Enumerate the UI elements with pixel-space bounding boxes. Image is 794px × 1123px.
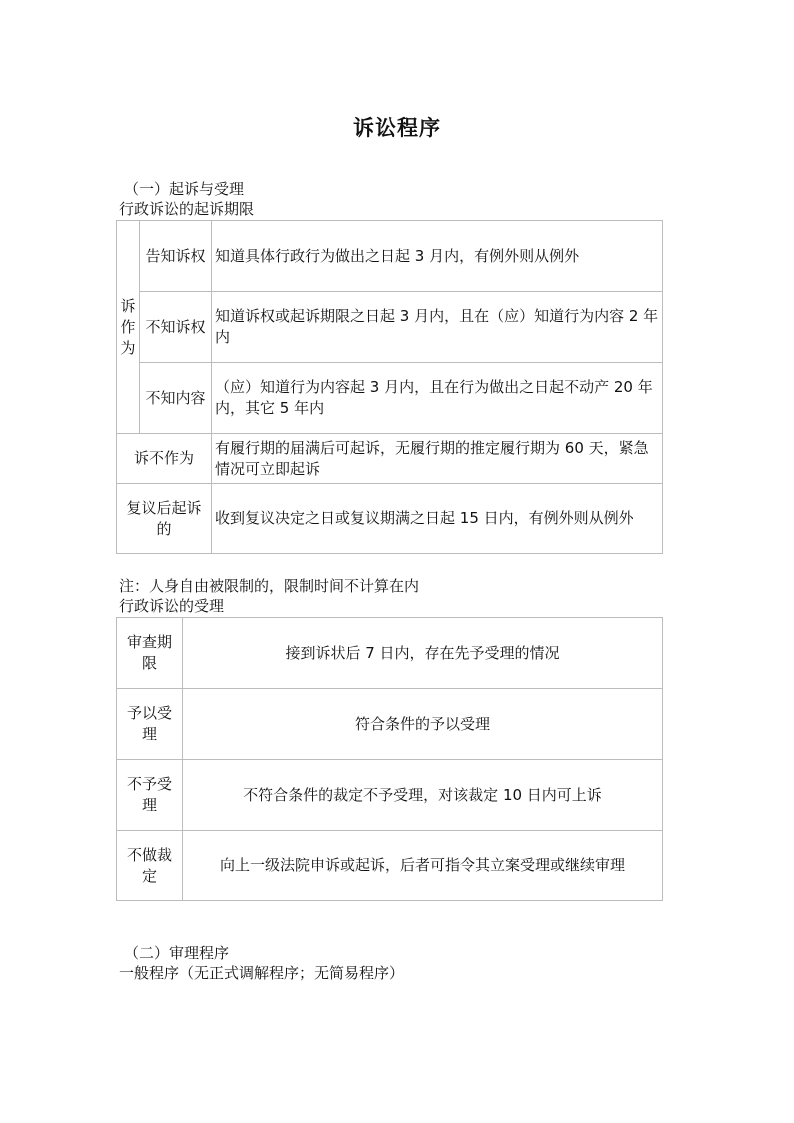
subheading-filing-deadline: 行政诉讼的起诉期限: [119, 200, 255, 218]
row-content: 向上一级法院申诉或起诉，后者可指令其立案受理或继续审理: [183, 831, 663, 901]
subheading-acceptance: 行政诉讼的受理: [119, 597, 225, 615]
row-label: 复议后起诉的: [117, 484, 212, 554]
table-row: [117, 689, 663, 760]
row-content: 收到复议决定之日或复议期满之日起 15 日内，有例外则从例外: [212, 484, 663, 554]
row-label: 不做裁定: [117, 831, 183, 901]
subheading-general-procedure: 一般程序（无正式调解程序；无简易程序）: [119, 964, 405, 982]
row-content: 接到诉状后 7 日内，存在先予受理的情况: [183, 618, 663, 689]
group-label-char: 诉: [120, 296, 136, 315]
row-label: 不知诉权: [140, 292, 212, 363]
table-row: [117, 221, 663, 292]
row-label: 告知诉权: [140, 221, 212, 292]
row-label: 诉不作为: [117, 434, 212, 484]
row-label: 予以受理: [117, 689, 183, 760]
action-group-label: [117, 221, 140, 434]
row-content: 知道诉权或起诉期限之日起 3 月内，且在（应）知道行为内容 2 年内: [212, 292, 663, 363]
row-content: 知道具体行政行为做出之日起 3 月内，有例外则从例外: [212, 221, 663, 292]
row-content: 不符合条件的裁定不予受理，对该裁定 10 日内可上诉: [183, 760, 663, 831]
table-row: [117, 292, 663, 363]
page-title: 诉讼程序: [353, 116, 441, 140]
table-row: [117, 831, 663, 901]
row-content: 有履行期的届满后可起诉，无履行期的推定履行期为 60 天，紧急情况可立即起诉: [212, 434, 663, 484]
note-text: 注：人身自由被限制的，限制时间不计算在内: [119, 577, 420, 595]
row-content: 符合条件的予以受理: [183, 689, 663, 760]
table-row: [117, 434, 663, 484]
filing-deadline-table: [116, 220, 663, 554]
acceptance-table: [116, 617, 663, 901]
section-heading-filing: （一）起诉与受理: [124, 180, 245, 198]
group-label-char: 作: [120, 317, 136, 336]
row-label: 审查期限: [117, 618, 183, 689]
table-row: [117, 363, 663, 434]
row-label: 不予受理: [117, 760, 183, 831]
table-row: [117, 484, 663, 554]
row-label: 不知内容: [140, 363, 212, 434]
section-heading-trial: （二）审理程序: [124, 944, 230, 962]
row-content: （应）知道行为内容起 3 月内，且在行为做出之日起不动产 20 年内，其它 5 年内: [212, 363, 663, 434]
table-row: [117, 760, 663, 831]
group-label-char: 为: [120, 338, 136, 357]
table-row: [117, 618, 663, 689]
